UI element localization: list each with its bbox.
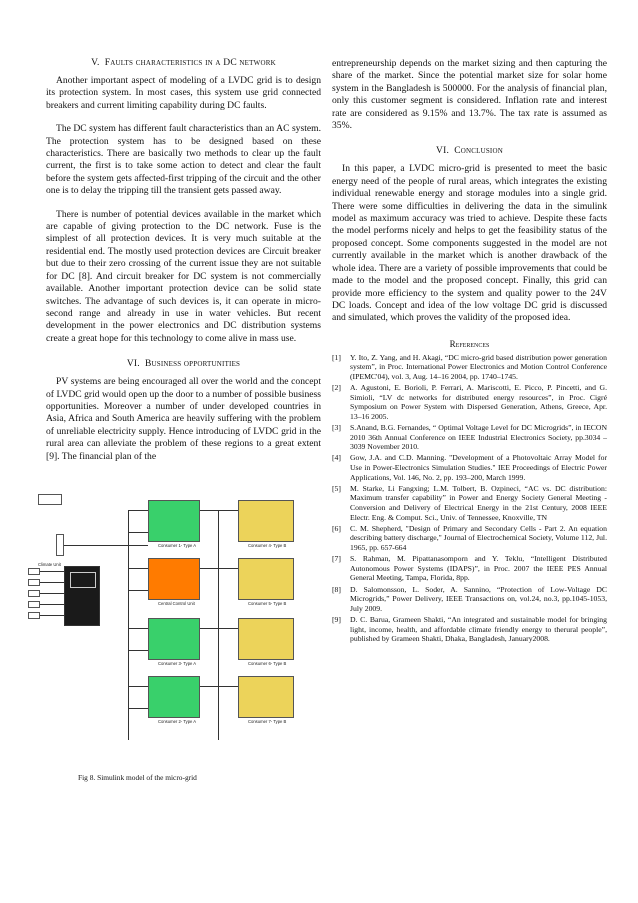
reference-number: [3] xyxy=(332,423,341,433)
paragraph: The DC system has different fault characteristics than an AC system. The protection system has to be designed based on these characteristics. There are basically two methods to clear up the fault current, the first is to take some action to detect and clear the fault before the system gets affected-first tripping of the circuit and the other one is to delay the tripping till the transient gets passed away. xyxy=(46,123,321,197)
reference-number: [4] xyxy=(332,453,341,463)
section-heading-business: VI. Business opportunities xyxy=(126,359,241,370)
paragraph: PV systems are being encouraged all over the world and the concept of LVDC grid would open up the door to a number of possible business opportunities. Moreover a number of under developed countries in Asia, Africa and South America are heavily suffering with the problem of unreliable electricity supply. Hence introducing of LVDC grid in the rural area can alleviate the problem of these regions to a great extent [9]. The financial plan of the xyxy=(46,376,321,462)
reference-list xyxy=(332,353,607,644)
reference-number: [5] xyxy=(332,483,341,493)
reference-item xyxy=(332,453,607,482)
block-caption: Consumer 3- Type A xyxy=(158,661,197,666)
consumer-3-block xyxy=(148,618,200,660)
consumer-7-block xyxy=(238,676,294,718)
block-caption: Consumer 5- Type B xyxy=(248,601,287,606)
reference-item xyxy=(332,524,607,553)
reference-number: [2] xyxy=(332,383,341,393)
reference-text: S. Rahman, M. Pipattanasomporn and Y. Teklu, “Intelligent Distributed Autonomous Power Systems (IDAPS)”, in Proc. 2007 the IEEE PES Annual General Meeting, Tampa, Florida, 8pp. xyxy=(350,554,607,583)
reference-item xyxy=(332,423,607,452)
reference-item xyxy=(332,585,607,614)
paragraph: There is number of potential devices available in the market which are capable of giving protection to the DC network. Fuse is the simplest of all protection devices. It is very much suitable at the residential end. The mostly used protection devices are Circuit breaker but due to their zero crossing of the current issue they are not suitable for DC [8]. And circuit breaker for DC system is not commercially available. Another important protection device can be solid state switches. The advantage of such devices is, it can operate in micro-second range and already in use in water vehicles. But recent development in the power electronics and DC distribution systems create a great hope for this technology to come alive in mass use. xyxy=(46,208,321,344)
consumer-2-block xyxy=(148,676,200,718)
block-caption: Consumer 6- Type B xyxy=(248,661,287,666)
block-caption: Consumer 7- Type B xyxy=(248,719,287,724)
scope-block xyxy=(64,566,100,626)
block-caption: Consumer 1- Type A xyxy=(158,543,197,548)
reference-text: D. C. Barua, Grameen Shakti, “An integrated and sustainable model for bringing light, income, health, and affordable climate friendly energy to therural people”, published by Grameen Shakti, Dhaka, Bangladesh, January2008. xyxy=(350,614,607,644)
references-heading: References xyxy=(449,338,490,349)
block-caption: Consumer 4- Type B xyxy=(248,543,287,548)
climate-unit-label: Climate Unit xyxy=(38,562,61,567)
input-block xyxy=(28,612,40,619)
reference-number: [9] xyxy=(332,614,341,624)
reference-item xyxy=(332,383,607,421)
consumer-6-block xyxy=(238,618,294,660)
input-block xyxy=(28,590,40,597)
reference-number: [7] xyxy=(332,554,341,564)
reference-text: S.Anand, B.G. Fernandes, “ Optimal Voltage Level for DC Microgrids”, in IECON 2010 36th Annual Conference on IEEE Industrial Electronics Society, pp.3034 –3039 November 2010. xyxy=(350,423,607,452)
input-block xyxy=(28,579,40,586)
reference-text: Gow, J.A. and C.D. Manning. "Development of a Photovoltaic Array Model for Use in Power-Electronics Simulation Studies." IEE Proceedings of Electric Power Applications, Vol. 146, No. 2, pp. 193–200, March 1999. xyxy=(350,453,607,482)
consumer-5-block xyxy=(238,558,294,600)
clock-block xyxy=(38,494,62,505)
section-heading-faults: V. Faults characteristics in a DC network xyxy=(91,58,276,68)
reference-text: A. Agustoni, E. Borioli, P. Ferrari, A. Mariscotti, E. Picco, P. Pincetti, and G. Simioli, “LV dc networks for distributed energy resources”, in Proc. Cigré Symposium on Power System with Dispersed Generation, Athens, Greece, Apr. 13–16 2005. xyxy=(350,383,607,421)
paragraph: Another important aspect of modeling of a LVDC grid is to design its protection system. In most cases, this system use grid connected breakers and current limiting capability during DC faults. xyxy=(46,75,321,111)
figure-caption: Fig 8. Simulink model of the micro-grid xyxy=(78,773,197,782)
input-block xyxy=(28,568,40,575)
reference-text: Y. Ito, Z. Yang, and H. Akagi, “DC micro-grid based distribution power generation system”, in Proc. International Power Electronics and Motion Control Conference (IPEMC'04), vol. 3, Aug. 14–16 2004, pp. 1740–1745. xyxy=(350,352,607,381)
reference-item xyxy=(332,484,607,522)
section-heading-conclusion: VI. Conclusion xyxy=(436,146,503,157)
block-caption: Consumer 2- Type A xyxy=(158,719,197,724)
paragraph: entrepreneurship depends on the market sizing and then capturing the share of the market. Since the potential market size for solar home system in the Bangladesh is 500000. For the analysis of financial plan, only this customer segment is considered. Inflation rate and interest rate are considered as 9.15% and 13.7%. The tax rate is assumed as 35%. xyxy=(332,58,607,132)
consumer-1-block xyxy=(148,500,200,542)
block-caption: Central Control Unit xyxy=(158,601,195,606)
reference-number: [6] xyxy=(332,523,341,533)
reference-item xyxy=(332,554,607,583)
mux-block xyxy=(56,534,64,556)
paragraph: In this paper, a LVDC micro-grid is presented to meet the basic energy need of the people of rural areas, which integrates the existing individual renewable energy and storage modules into a single grid. There were some difficulties in delivering the data in the simulink model as maximum accuracy was tried to achieve. Despite these facts the model performs nicely and helps to get the feasibility status of the proposed concept. Some components suggested in the model are not currently available in the market which is another drawback of the whole idea. There are a variety of possible improvements that could be made to the model and the proposed concept. Finally, this grid can provide more efficiency to the system and quality power to the 24V DC loads. Concept and idea of the low voltage DC grid is discussed and simulated, which proves the validity of the proposed idea. xyxy=(332,163,607,324)
reference-number: [8] xyxy=(332,584,341,594)
scope-screen xyxy=(70,572,96,588)
right-column xyxy=(332,58,607,645)
input-block xyxy=(28,601,40,608)
left-column xyxy=(46,58,321,474)
reference-text: D. Salomonsson, L. Soder, A. Sannino, “Protection of Low-Voltage DC Microgrids,” Power Delivery, IEEE Transactions on, vol.24, no.3, pp.1045-1053, July 2009. xyxy=(350,584,607,613)
reference-text: C. M. Shepherd, "Design of Primary and Secondary Cells - Part 2. An equation describing battery discharge," Journal of Electrochemical Society, Volume 112, Jul. 1965, pp. 657-664 xyxy=(350,523,607,552)
reference-number: [1] xyxy=(332,352,341,362)
reference-item xyxy=(332,353,607,382)
consumer-4-block xyxy=(238,500,294,542)
reference-item xyxy=(332,615,607,644)
reference-text: M. Starke, Li Fangxing; L.M. Tolbert, B. Ozpineci, “AC vs. DC distribution: Maximum transfer capability” in Power and Energy Society General Meeting - Conversion and Delivery of Electrical Energy in the 21st Century, 2008 IEEE Electr. Eng. & Comput. Sci., Univ. of Tennessee, Knoxville, TN xyxy=(350,483,607,522)
simulink-figure xyxy=(28,490,318,780)
central-control-block xyxy=(148,558,200,600)
